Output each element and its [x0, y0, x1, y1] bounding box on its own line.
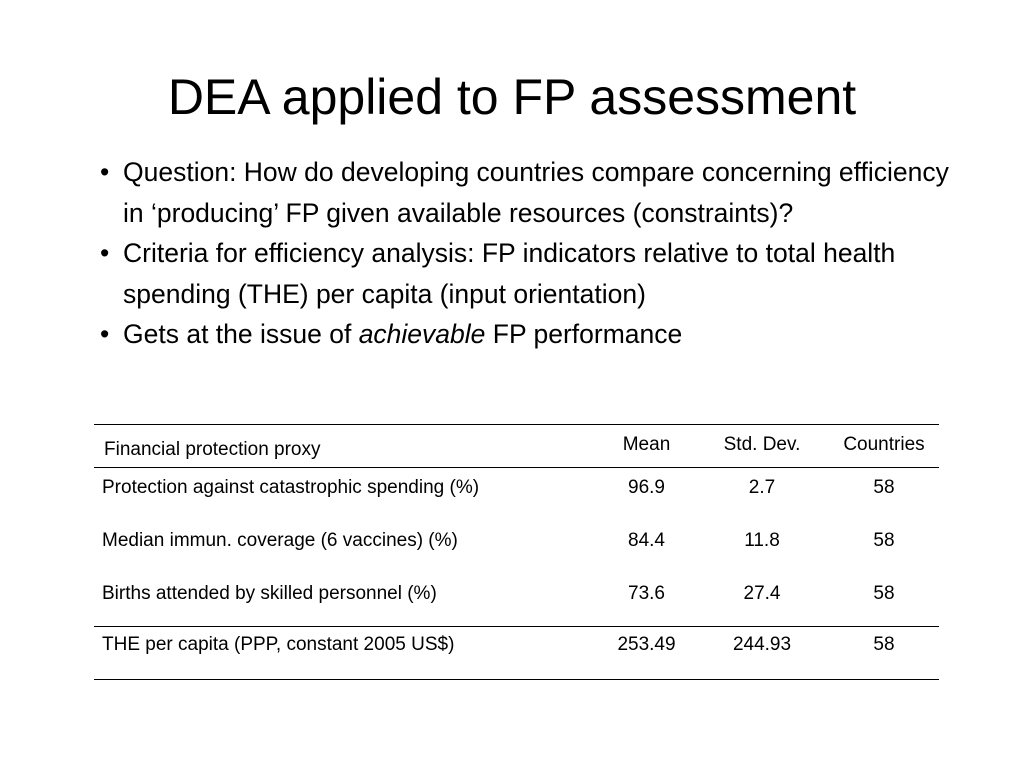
bullet-list	[100, 152, 950, 355]
table-row	[94, 627, 939, 680]
slide-title: DEA applied to FP assessment	[167, 69, 857, 125]
cell-countries: 58	[873, 582, 895, 604]
header-countries: Countries	[843, 434, 925, 455]
cell-proxy: Births attended by skilled personnel (%)	[102, 582, 437, 604]
bullet-marker: •	[100, 319, 110, 349]
cell-mean: 253.49	[617, 634, 676, 655]
table-row	[94, 521, 939, 574]
cell-std-dev: 11.8	[744, 530, 780, 551]
header-std-dev: Std. Dev.	[723, 434, 801, 455]
cell-std-dev: 244.93	[732, 634, 792, 655]
bullet-text-italic: achievable	[358, 319, 486, 349]
bullet-text: Question: How do developing countries compare concerning efficiency in ‘producing’ FP given available resources (constraints)?	[123, 157, 949, 228]
bullet-marker: •	[100, 157, 110, 187]
cell-countries: 58	[873, 477, 895, 499]
cell-std-dev: 27.4	[743, 582, 781, 604]
header-proxy: Financial protection proxy	[104, 439, 321, 460]
header-mean: Mean	[622, 434, 671, 455]
cell-countries: 58	[873, 530, 895, 551]
bullet-text-before: Gets at the issue of	[123, 319, 359, 349]
cell-mean: 73.6	[628, 582, 665, 604]
table-row	[94, 574, 939, 627]
bullet-marker: •	[100, 238, 110, 268]
table-row	[94, 468, 939, 521]
cell-proxy: THE per capita (PPP, constant 2005 US$)	[102, 634, 455, 655]
bullet-text: Criteria for efficiency analysis: FP indicators relative to total health spending (THE) per capita (input orientation)	[123, 238, 896, 309]
cell-mean: 84.4	[628, 530, 665, 551]
fp-proxy-table	[94, 424, 939, 680]
bullet-item-criteria	[100, 233, 950, 314]
bullet-item-achievable	[100, 314, 950, 355]
bullet-item-question	[100, 152, 950, 233]
cell-proxy: Median immun. coverage (6 vaccines) (%)	[102, 530, 458, 551]
table-header-row	[94, 425, 939, 468]
bullet-text-after: FP performance	[485, 319, 683, 349]
cell-proxy: Protection against catastrophic spending (%)	[102, 477, 480, 499]
cell-std-dev: 2.7	[748, 477, 776, 499]
cell-mean: 96.9	[628, 477, 665, 499]
cell-countries: 58	[873, 634, 895, 655]
